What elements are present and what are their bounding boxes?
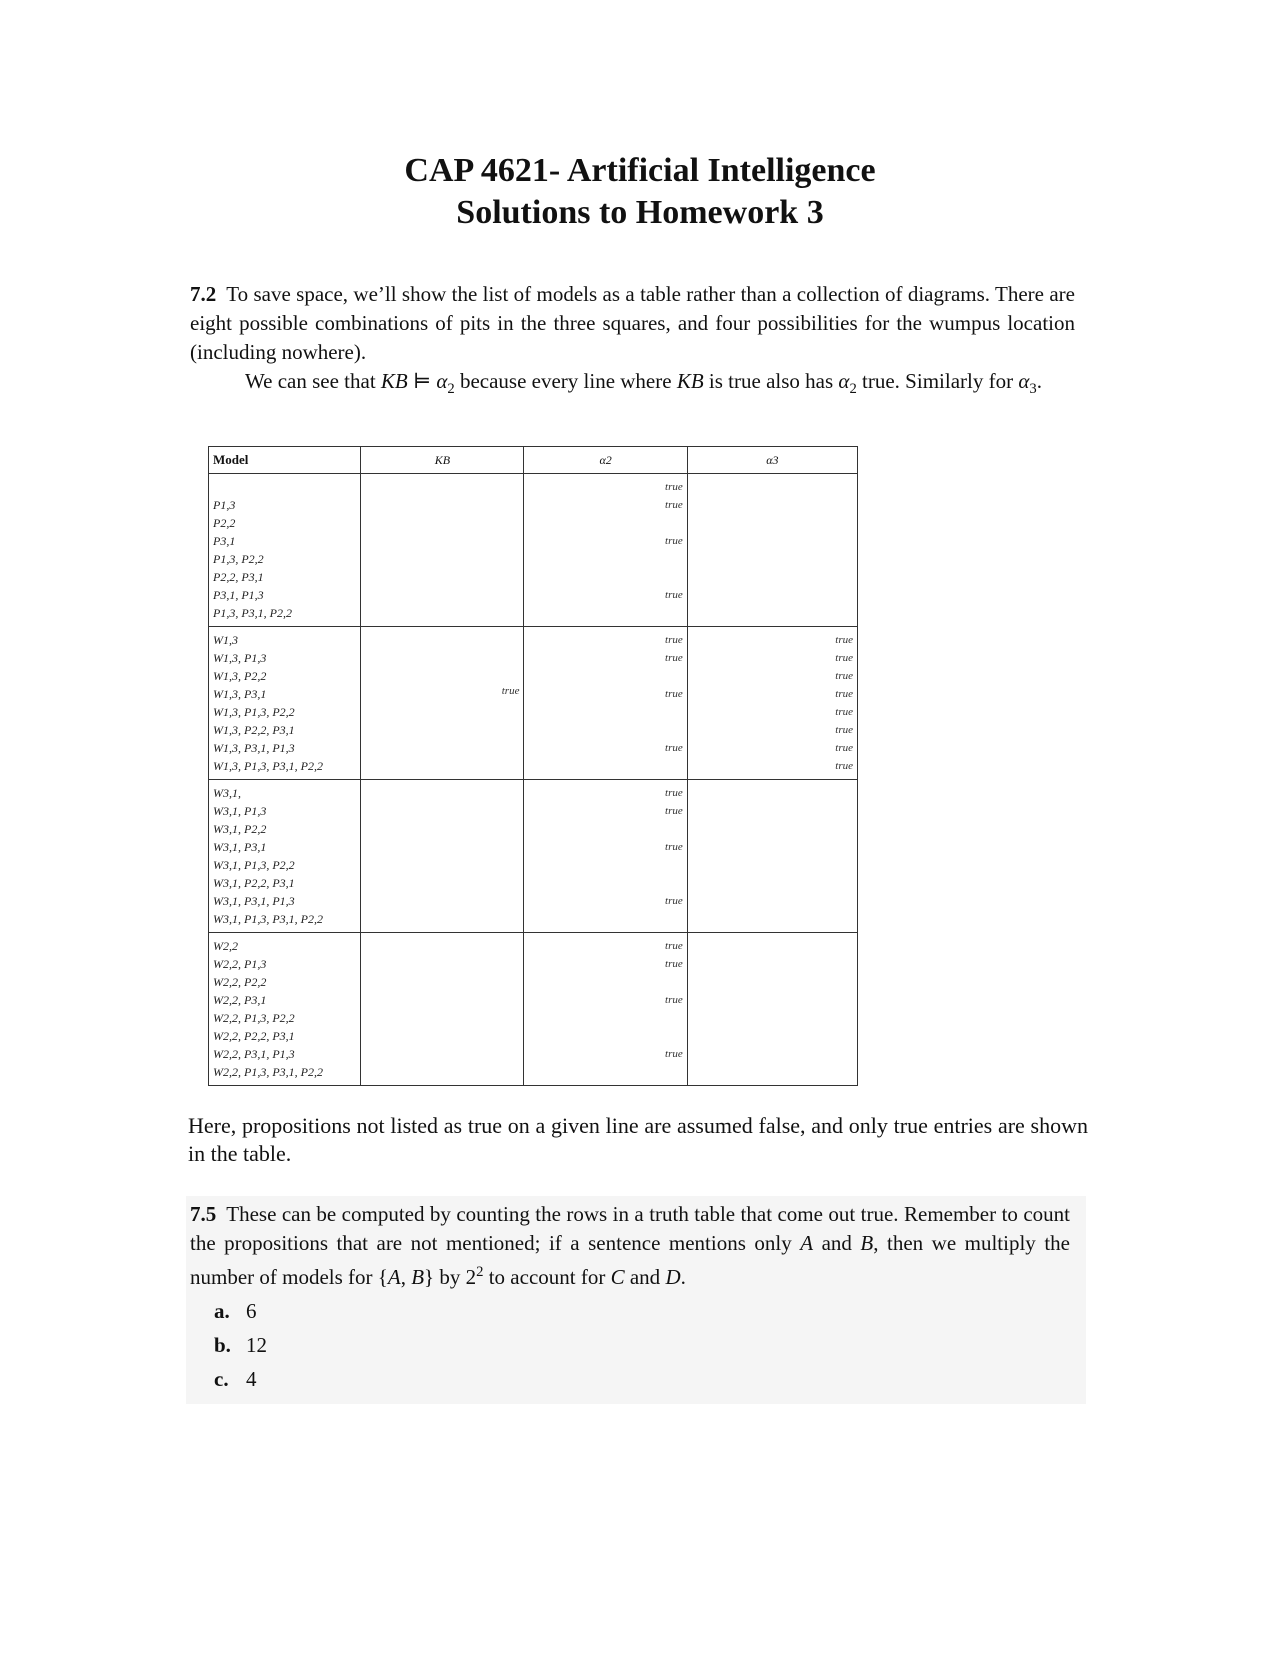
truth-value: true [665,787,683,799]
math-c: C [610,1265,625,1289]
model-entry: W3,1, P2,2 [213,822,267,836]
para-text: We can see that [245,369,381,393]
model-entry: W1,3, P3,1, P1,3 [213,741,295,755]
truth-value: true [665,742,683,754]
truth-value [524,874,686,892]
truth-value: true [835,742,853,754]
answer-value: 12 [246,1333,267,1357]
page-title [0,150,1280,234]
alpha2-cell [524,474,687,627]
truth-value [524,1027,686,1045]
alpha3-cell [687,780,857,933]
truth-value [688,1027,857,1045]
answer-label: a. [214,1299,230,1323]
answer-label: c. [214,1367,229,1391]
entails-symbol: ⊨ [407,369,437,393]
section-number: 7.2 [190,282,217,306]
truth-value [524,757,686,775]
truth-value [688,532,857,550]
model-entry: W2,2, P2,2, P3,1 [213,1029,295,1043]
superscript: 2 [476,1264,484,1280]
math-kb: KB [676,369,704,393]
para-text: These can be computed by counting the rows in a truth table that come out true. Remember to count the propositions that are not mentioned; if a sentence mentions only [190,1202,1070,1255]
answer-value: 6 [246,1299,257,1323]
alpha2-cell [524,933,687,1086]
truth-value [688,820,857,838]
truth-value: true [665,841,683,853]
section-7-2 [190,280,1075,404]
model-entry: W1,3, P2,2, P3,1 [213,723,295,737]
model-entry: W3,1, P1,3 [213,804,267,818]
table-body [209,474,858,1086]
model-entry: W2,2, P1,3, P3,1, P2,2 [213,1065,323,1079]
math-alpha: α [838,369,850,393]
table-header-row [209,447,858,474]
title-line-2: Solutions to Homework 3 [456,194,824,231]
model-entry: W2,2 [213,939,238,953]
truth-value: true [665,1048,683,1060]
model-entry: P3,1 [213,534,236,548]
table-note: Here, propositions not listed as true on a given line are assumed false, and only true entries are shown in the table. [188,1113,1088,1166]
truth-value [688,955,857,973]
truth-value: true [665,688,683,700]
para-text: . [680,1265,686,1289]
truth-value [688,478,857,496]
truth-value [688,973,857,991]
truth-value [524,604,686,622]
math-a: A [387,1265,401,1289]
model-entry: W2,2, P1,3 [213,957,267,971]
answer-value: 4 [246,1367,257,1391]
para-text: true. Similarly for [856,369,1019,393]
model-entry [209,478,360,496]
section-7-2-para-2 [190,367,1075,404]
model-entry: W1,3 [213,633,238,647]
truth-value [524,973,686,991]
model-cell [209,933,361,1086]
kb-cell [361,474,524,627]
model-entry: W2,2, P3,1 [213,993,267,1007]
truth-value: true [665,499,683,511]
truth-value [688,856,857,874]
header-kb: KB [361,447,524,474]
truth-value [524,568,686,586]
para-text: is true also has [703,369,839,393]
truth-value: true [835,760,853,772]
header-model: Model [209,447,361,474]
truth-value [688,496,857,514]
truth-value: true [665,652,683,664]
math-b: B [860,1231,874,1255]
header-alpha3: α3 [687,447,857,474]
model-entry: W3,1, P1,3, P3,1, P2,2 [213,912,323,926]
kb-cell [361,627,524,780]
table-row [209,474,858,627]
truth-value: true [665,634,683,646]
model-entry: W2,2, P1,3, P2,2 [213,1011,295,1025]
truth-value [688,604,857,622]
math-b: B [411,1265,425,1289]
kb-cell [361,933,524,1086]
math-kb: KB [380,369,408,393]
section-7-5 [186,1196,1086,1404]
alpha3-cell [687,627,857,780]
truth-value: true [835,688,853,700]
truth-value [524,1063,686,1081]
truth-value [688,802,857,820]
subscript: 3 [1029,381,1037,398]
truth-value [524,721,686,739]
model-entry: W1,3, P2,2 [213,669,267,683]
truth-value: true [665,805,683,817]
truth-value [688,568,857,586]
truth-value: true [835,670,853,682]
model-entry: P1,3, P3,1, P2,2 [213,606,292,620]
table-row [209,627,858,780]
kb-cell [361,780,524,933]
truth-value [688,514,857,532]
para-text: and [813,1231,861,1255]
truth-value: true [665,895,683,907]
math-d: D [665,1265,681,1289]
truth-value [524,703,686,721]
model-entry: W1,3, P1,3 [213,651,267,665]
truth-value [688,1045,857,1063]
truth-value [688,874,857,892]
truth-value [524,856,686,874]
truth-value [688,991,857,1009]
truth-value [688,892,857,910]
truth-value [688,1009,857,1027]
para-text: To save space, we’ll show the list of models as a table rather than a collection of diagrams. There are eight possible combinations of pits in the three squares, and four possibilities for the wumpus location (including nowhere). [190,282,1075,364]
truth-value [524,550,686,568]
table-row [209,933,858,1086]
truth-value: true [665,994,683,1006]
math-a: A [800,1231,814,1255]
truth-value [688,838,857,856]
truth-value: true [665,589,683,601]
truth-value [524,910,686,928]
truth-value [688,784,857,802]
section-7-2-para-1 [190,280,1075,367]
truth-value: true [835,652,853,664]
model-entry: P1,3 [213,498,236,512]
model-entry: P1,3, P2,2 [213,552,264,566]
model-entry: P2,2 [213,516,236,530]
para-text: , then we multiply the number of models for { [190,1231,1070,1289]
models-table [208,446,858,1086]
model-entry: W1,3, P3,1 [213,687,267,701]
alpha3-cell [687,933,857,1086]
model-entry: W3,1, P1,3, P2,2 [213,858,295,872]
alpha3-cell [687,474,857,627]
truth-value: true [835,634,853,646]
model-entry: W3,1, P3,1 [213,840,267,854]
truth-value: true [665,940,683,952]
answer-item [214,1328,267,1362]
subscript: 2 [447,381,455,398]
model-entry: W3,1, P2,2, P3,1 [213,876,295,890]
truth-value [524,667,686,685]
model-cell [209,780,361,933]
truth-value [524,1009,686,1027]
truth-value [524,514,686,532]
header-alpha2: α2 [524,447,687,474]
model-cell [209,474,361,627]
model-entry: P2,2, P3,1 [213,570,264,584]
truth-value: true [665,481,683,493]
model-entry: W3,1, [213,786,241,800]
model-entry: W1,3, P1,3, P2,2 [213,705,295,719]
answer-item [214,1362,267,1396]
model-cell [209,627,361,780]
model-entry: P3,1, P1,3 [213,588,264,602]
model-entry: W3,1, P3,1, P1,3 [213,894,295,908]
truth-value: true [665,535,683,547]
para-text: . [1036,369,1042,393]
math-alpha: α [436,369,448,393]
table-row [209,780,858,933]
truth-value [688,586,857,604]
truth-value: true [665,958,683,970]
para-text: , [400,1265,412,1289]
truth-value [524,820,686,838]
alpha2-cell [524,627,687,780]
kb-value: true [501,685,520,697]
model-entry: W1,3, P1,3, P3,1, P2,2 [213,759,323,773]
truth-value [688,910,857,928]
title-line-1: CAP 4621- Artificial Intelligence [404,152,876,189]
alpha2-cell [524,780,687,933]
answer-label: b. [214,1333,231,1357]
math-alpha: α [1018,369,1030,393]
para-text: } by 2 [424,1265,477,1289]
para-text: to account for [483,1265,611,1289]
model-entry: W2,2, P3,1, P1,3 [213,1047,295,1061]
section-7-5-para [190,1200,1070,1292]
answer-item [214,1294,267,1328]
truth-value [688,937,857,955]
model-entry: W2,2, P2,2 [213,975,267,989]
truth-value [688,550,857,568]
subscript: 2 [849,381,857,398]
answer-list [214,1294,267,1396]
truth-value: true [835,724,853,736]
truth-value: true [835,706,853,718]
para-text: because every line where [454,369,677,393]
para-text: and [624,1265,666,1289]
truth-value [688,1063,857,1081]
section-number: 7.5 [190,1202,217,1226]
